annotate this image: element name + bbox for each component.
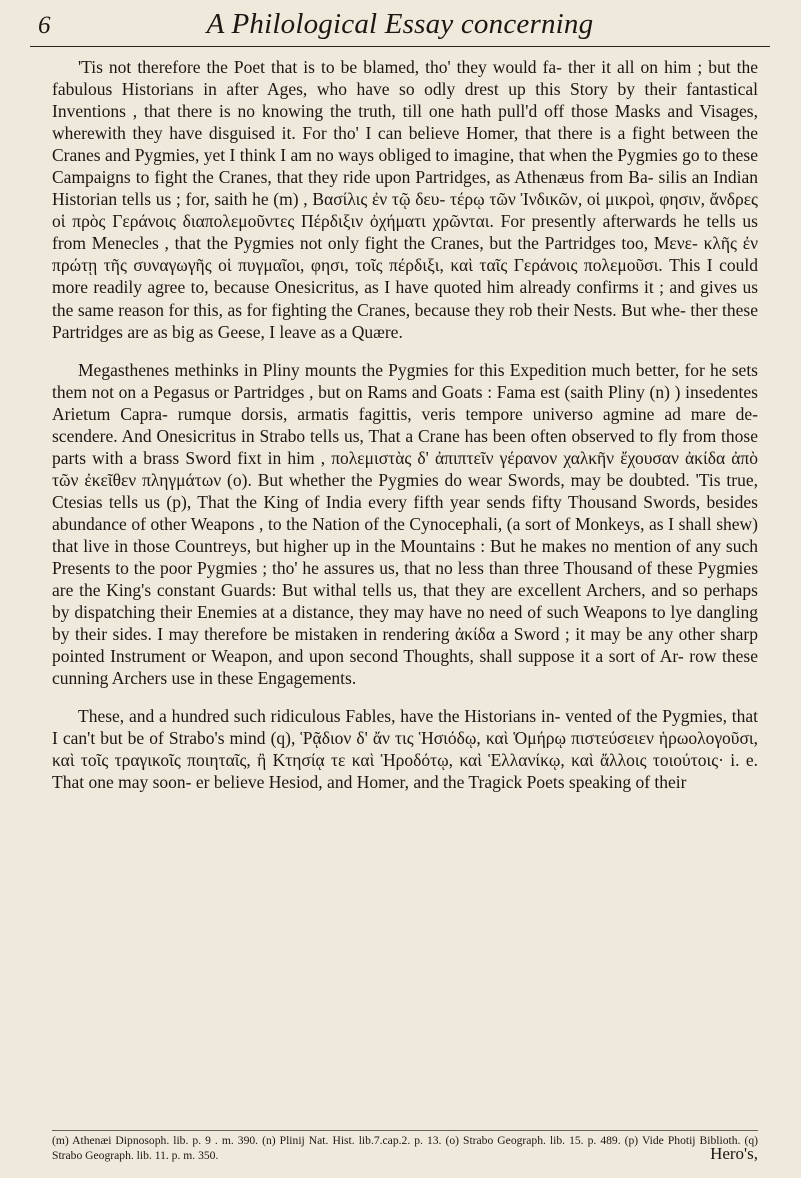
footnote-rule (52, 1130, 758, 1131)
footnote-text: (m) Athenæi Dipnosoph. lib. p. 9 . m. 390. (n) Plinij Nat. Hist. lib.7.cap.2. p. 13. (o) Strabo Geograph. lib. 15. p. 489. (p) Vide Photij Biblioth. (q) Strabo Geograph. lib. 11. p. m. 350. (52, 1134, 758, 1162)
page-header (30, 8, 770, 42)
paragraph-gap (52, 343, 758, 359)
page-number: 6 (38, 12, 51, 39)
header-rule (30, 46, 770, 47)
paragraph-gap (52, 689, 758, 705)
body-text (52, 56, 758, 794)
paragraph: Megasthenes methinks in Pliny mounts the Pygmies for this Expedition much better, for he sets them not on a Pegasus or Partridges , but on Rams and Goats : Fama est (saith Pliny (n) ) insedentes Arietum Capra- rumque dorsis, armatis fagittis, veris tempore universo agmine ad mare de- scendere. And Onesicritus in Strabo tells us, That a Crane has been often observed to fly from those parts with a brass Sword fixt in him , πολεμιστὰς δ' ἀπιπτεῖν γέρανον χαλκῆν ἔχουσαν ἀκίδα ἀπὸ τῶν ἐκεῖθεν πληγμάτων (o). But whether the Pygmies do wear Swords, may be doubted. 'Tis true, Ctesias tells us (p), That the King of India every fifth year sends fifty Thousand Swords, besides abundance of other Weapons , to the Nation of the Cynocephali, (a sort of Monkeys, as I shall shew) that live in those Countreys, but higher up in the Mountains : But he makes no mention of any such Presents to the poor Pygmies ; tho' he assures us, that no less than three Thousand of these Pygmies are the King's constant Guards: But withal tells us, that they are excellent Archers, and so perhaps by dispatching their Enemies at a distance, they may have no need of such Weapons to lye dangling by their sides. I may therefore be mistaken in rendering ἀκίδα a Sword ; it may be any other sharp pointed Instrument or Weapon, and upon second Thoughts, shall suppose it a sort of Ar- row these cunning Archers use in these Engagements. (52, 359, 758, 689)
running-title: A Philological Essay concerning (206, 8, 594, 40)
catchword: Hero's, (710, 1144, 758, 1163)
footnotes (52, 1133, 758, 1163)
paragraph: These, and a hundred such ridiculous Fables, have the Historians in- vented of the Pygmies, that I can't but be of Strabo's mind (q), Ῥᾷδιον δ' ἄν τις Ἡσιόδῳ, καὶ Ὁμήρῳ πιστεύσειεν ἡρωολογοῦσι, καὶ τοῖς τραγικοῖς ποιηταῖς, ἢ Κτησίᾳ τε καὶ Ἡροδότῳ, καὶ Ἑλλανίκῳ, καὶ ἄλλοις τοιούτοις· i. e. That one may soon- er believe Hesiod, and Homer, and the Tragick Poets speaking of their (52, 706, 758, 793)
paragraph: 'Tis not therefore the Poet that is to be blamed, tho' they would fa- ther it all on him ; but the fabulous Historians in after Ages, who have so odly drest up this Story by their fantastical Inventions , that there is no knowing the truth, till one hath pull'd off those Masks and Visages, wherewith they have disguised it. For tho' I can believe Homer, that there is a fight between the Cranes and Pygmies, yet I think I am no ways obliged to imagine, that when the Pygmies go to these Campaigns to fight the Cranes, that they ride upon Partridges, as Athenæus from Ba- silis an Indian Historian tells us ; for, saith he (m) , Βασίλις ἐν τῷ δευ- τέρῳ τῶν Ἰνδικῶν, οἱ μικροὶ, φησιν, ἄνδρες οἱ πρὸς Γεράνοις διαπολεμοῦντες Πέρδιξιν ὀχήματι χρῶνται. For presently afterwards he tells us from Menecles , that the Pygmies not only fight the Cranes, but the Partridges too, Μενε- κλῆς ἐν πρώτῃ τῆς συναγωγῆς οἱ πυγμαῖοι, φησι, τοῖς πέρδιξι, καὶ ταῖς Γεράνοις πολεμοῦσι. This I could more readily agree to, because Onesicritus, as I have quoted him already confirms it ; and gives us the same reason for this, as for fighting the Cranes, because they rob their Nests. But whe- ther these Partridges are as big as Geese, I leave as a Quære. (52, 57, 758, 342)
